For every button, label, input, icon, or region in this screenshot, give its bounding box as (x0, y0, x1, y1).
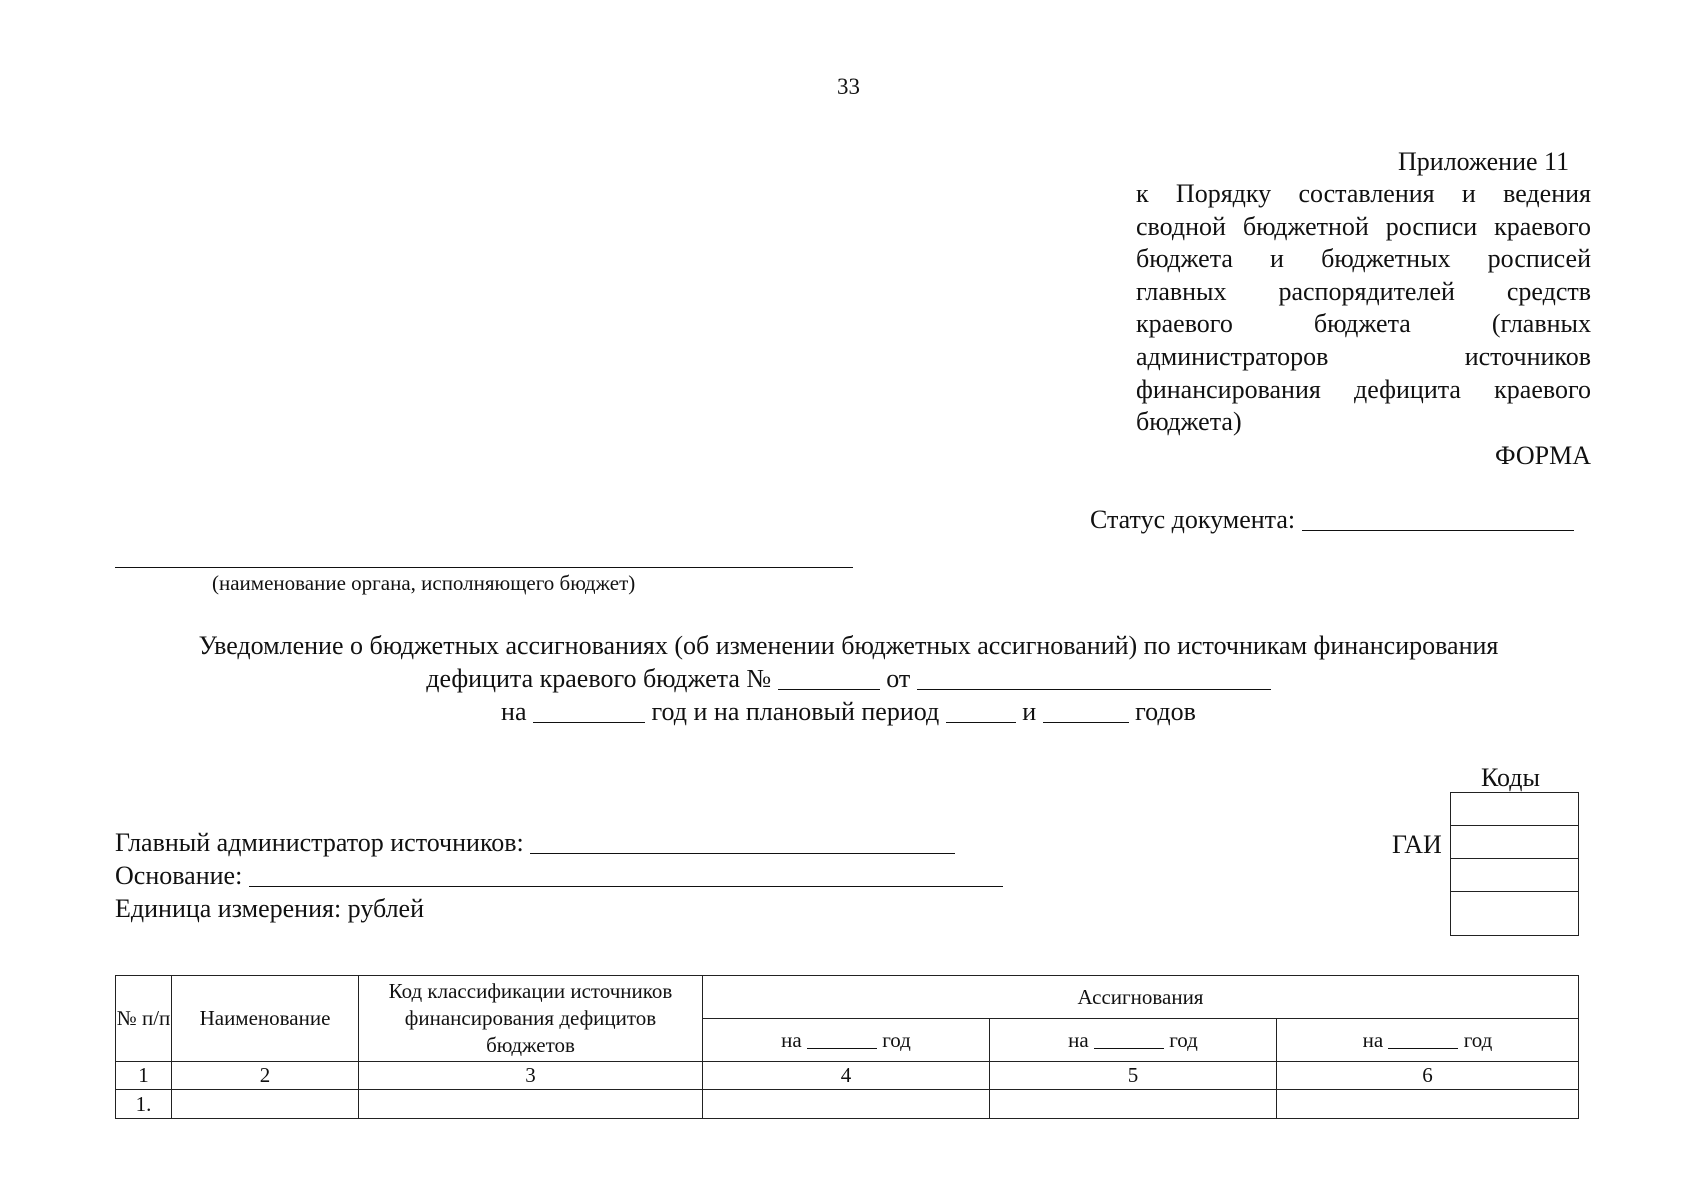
organ-caption: (наименование органа, исполняющего бюджет) (212, 571, 636, 595)
column-number: 1 (116, 1062, 172, 1090)
and-label: и (1022, 697, 1037, 726)
year1-field[interactable] (807, 1028, 877, 1049)
notice-title-line2 (0, 662, 1697, 695)
date-prefix: от (886, 664, 911, 693)
admin-row (115, 828, 955, 858)
header-year1 (703, 1019, 990, 1062)
status-label: Статус документа: (1090, 505, 1296, 534)
notice-title-line3 (0, 695, 1697, 728)
form-label: ФОРМА (1495, 441, 1591, 470)
year-prefix-2: на (1068, 1027, 1089, 1052)
year-suffix-2: год (1169, 1027, 1198, 1052)
document-status (1090, 505, 1574, 535)
admin-field[interactable] (530, 829, 955, 854)
year2-field[interactable] (1094, 1028, 1164, 1049)
basis-label: Основание: (115, 861, 243, 890)
planning-period-label: год и на плановый период (651, 697, 940, 726)
column-number: 6 (1277, 1062, 1579, 1090)
year-suffix-3: год (1463, 1027, 1493, 1052)
planning-year2-field[interactable] (1043, 698, 1129, 723)
assignments-table (115, 975, 1579, 1119)
years-label: годов (1135, 697, 1196, 726)
deficit-label: дефицита краевого бюджета № (426, 664, 772, 693)
row-year3-cell[interactable] (1277, 1090, 1579, 1119)
year-prefix: на (501, 697, 527, 726)
gai-label: ГАИ (1392, 830, 1442, 859)
codes-box (1450, 792, 1579, 936)
row-code-cell[interactable] (359, 1090, 703, 1119)
notice-date-field[interactable] (917, 665, 1271, 690)
row-number: 1. (116, 1090, 172, 1119)
status-field[interactable] (1302, 506, 1574, 531)
header-code: Код классификации источников финансирования дефицитов бюджетов (359, 976, 703, 1062)
admin-label: Главный администратор источников: (115, 828, 524, 857)
column-number: 2 (172, 1062, 359, 1090)
basis-row (115, 861, 1003, 891)
planning-year1-field[interactable] (946, 698, 1016, 723)
code-cell[interactable] (1451, 859, 1578, 892)
column-number: 3 (359, 1062, 703, 1090)
code-cell[interactable] (1451, 892, 1578, 925)
notice-title-line1: Уведомление о бюджетных ассигнованиях (об изменении бюджетных ассигнований) по источникам финансирования (198, 631, 1499, 660)
header-year2 (990, 1019, 1277, 1062)
header-assignments: Ассигнования (703, 976, 1579, 1019)
header-num: № п/п (116, 976, 172, 1062)
column-number: 4 (703, 1062, 990, 1090)
year3-field[interactable] (1388, 1028, 1458, 1049)
appendix-text: к Порядку составления и ведения сводной бюджетной росписи краевого бюджета и бюджетных росписей главных распорядителей средств краевого бюджета (главных администраторов источников финансирования дефицита краевого бюджета) (1136, 179, 1591, 437)
header-year3 (1277, 1019, 1579, 1062)
year-prefix-1: на (781, 1027, 802, 1052)
fiscal-year-field[interactable] (533, 698, 645, 723)
year-suffix-1: год (882, 1027, 911, 1052)
column-number: 5 (990, 1062, 1277, 1090)
page-number: 33 (837, 74, 860, 99)
codes-label: Коды (1481, 763, 1540, 792)
code-cell-gai[interactable] (1451, 826, 1578, 859)
header-name: Наименование (172, 976, 359, 1062)
unit-label: Единица измерения: рублей (115, 894, 424, 923)
table-row (116, 1090, 1579, 1119)
row-year1-cell[interactable] (703, 1090, 990, 1119)
organ-name-field[interactable] (115, 567, 853, 568)
basis-field[interactable] (249, 862, 1003, 887)
year-prefix-3: на (1362, 1027, 1384, 1052)
appendix-title: Приложение 11 (1398, 147, 1570, 176)
row-year2-cell[interactable] (990, 1090, 1277, 1119)
code-cell[interactable] (1451, 793, 1578, 826)
row-name-cell[interactable] (172, 1090, 359, 1119)
notice-number-field[interactable] (778, 665, 880, 690)
